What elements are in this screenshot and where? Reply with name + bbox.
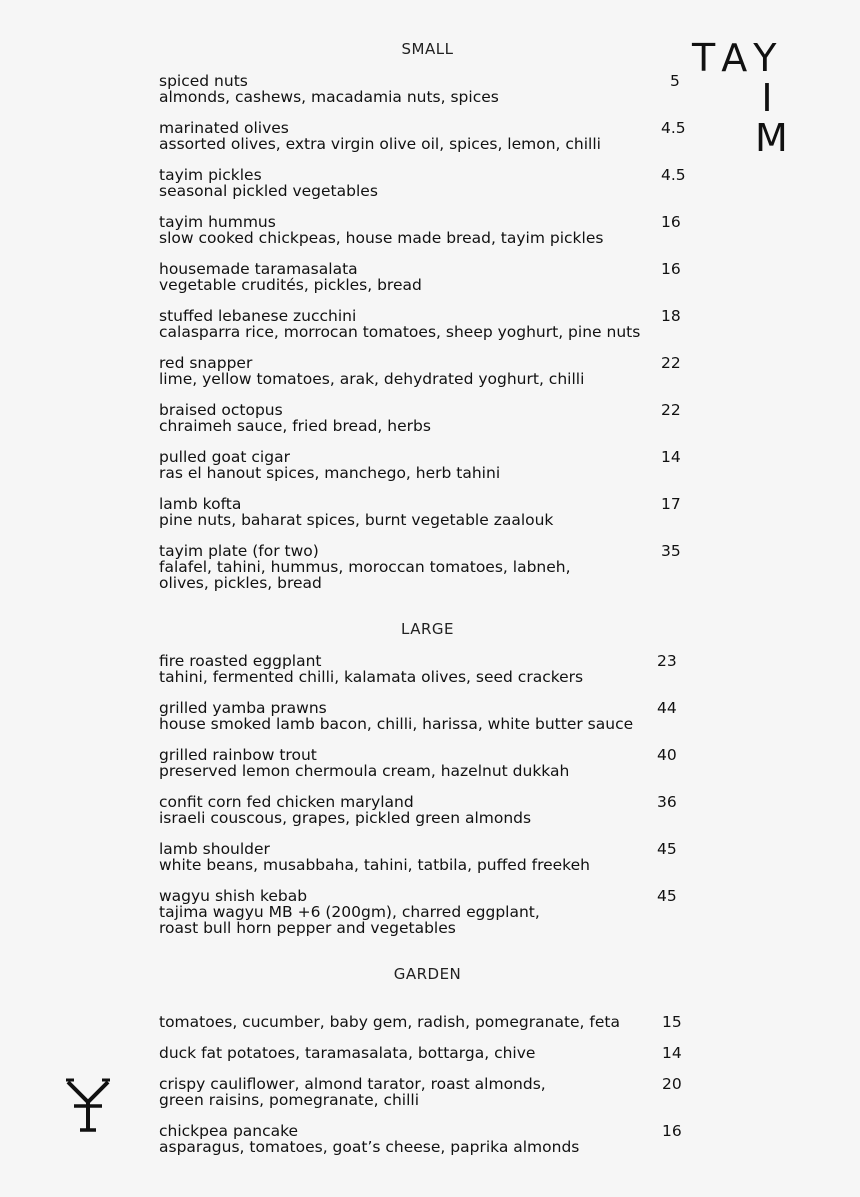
item-price: 5	[670, 72, 680, 90]
menu-item	[159, 888, 699, 936]
item-name: lamb shoulder	[159, 840, 270, 858]
item-name: tayim plate (for two)	[159, 542, 319, 560]
menu-item	[159, 402, 699, 434]
item-description: almonds, cashews, macadamia nuts, spices	[159, 88, 499, 106]
item-name: pulled goat cigar	[159, 448, 290, 466]
menu-item	[159, 1123, 699, 1155]
item-name: duck fat potatoes, taramasalata, bottarga, chive	[159, 1044, 536, 1062]
menu-item	[159, 794, 699, 826]
item-price: 4.5	[661, 119, 686, 137]
menu-item	[159, 308, 699, 340]
item-price: 4.5	[661, 166, 686, 184]
item-description: house smoked lamb bacon, chilli, harissa, white butter sauce	[159, 715, 634, 733]
item-description: assorted olives, extra virgin olive oil, spices, lemon, chilli	[159, 135, 601, 153]
logo-line-3: M	[755, 116, 788, 160]
item-name: chickpea pancake	[159, 1122, 299, 1140]
item-description: tahini, fermented chilli, kalamata olives, seed crackers	[159, 668, 584, 686]
item-description: lime, yellow tomatoes, arak, dehydrated yoghurt, chilli	[159, 370, 585, 388]
menu-item	[159, 120, 699, 152]
item-name: wagyu shish kebab	[159, 887, 308, 905]
menu-item	[159, 543, 699, 591]
section-title-garden: GARDEN	[393, 965, 462, 983]
item-price: 45	[657, 887, 677, 905]
item-description: israeli couscous, grapes, pickled green almonds	[159, 809, 532, 827]
section-title-large: LARGE	[401, 620, 454, 638]
menu-item	[159, 214, 699, 246]
menu-item	[159, 1045, 699, 1061]
item-price: 16	[662, 1122, 682, 1140]
item-name: grilled yamba prawns	[159, 699, 327, 717]
item-price: 16	[661, 260, 681, 278]
emblem-icon	[64, 1076, 112, 1134]
menu-item	[159, 167, 699, 199]
item-price: 14	[661, 448, 681, 466]
item-price: 22	[661, 401, 681, 419]
item-price: 22	[661, 354, 681, 372]
logo-line-1: TAY	[692, 36, 786, 80]
menu-item	[159, 700, 699, 732]
item-name: lamb kofta	[159, 495, 242, 513]
item-description: tajima wagyu MB +6 (200gm), charred eggplant,	[159, 903, 540, 921]
item-price: 45	[657, 840, 677, 858]
item-name: tayim pickles	[159, 166, 262, 184]
item-price: 36	[657, 793, 677, 811]
menu-item	[159, 1014, 699, 1030]
item-price: 17	[661, 495, 681, 513]
item-description: white beans, musabbaha, tahini, tatbila, puffed freekeh	[159, 856, 590, 874]
item-price: 20	[662, 1075, 682, 1093]
logo-line-2: I	[761, 76, 773, 120]
item-description: calasparra rice, morrocan tomatoes, sheep yoghurt, pine nuts	[159, 323, 641, 341]
item-description: falafel, tahini, hummus, moroccan tomatoes, labneh,	[159, 558, 571, 576]
menu-item	[159, 355, 699, 387]
item-price: 14	[662, 1044, 682, 1062]
menu-item	[159, 261, 699, 293]
menu-item	[159, 1076, 699, 1108]
section-title-small: SMALL	[401, 40, 454, 58]
item-description: pine nuts, baharat spices, burnt vegetable zaalouk	[159, 511, 554, 529]
item-description: chraimeh sauce, fried bread, herbs	[159, 417, 431, 435]
item-description: roast bull horn pepper and vegetables	[159, 919, 456, 937]
item-name: fire roasted eggplant	[159, 652, 322, 670]
item-name: housemade taramasalata	[159, 260, 358, 278]
item-name: grilled rainbow trout	[159, 746, 317, 764]
item-description: olives, pickles, bread	[159, 574, 322, 592]
item-price: 23	[657, 652, 677, 670]
item-description: asparagus, tomatoes, goat’s cheese, paprika almonds	[159, 1138, 580, 1156]
item-description: slow cooked chickpeas, house made bread, tayim pickles	[159, 229, 604, 247]
item-name: crispy cauliflower, almond tarator, roast almonds,	[159, 1075, 546, 1093]
item-price: 16	[661, 213, 681, 231]
item-description: preserved lemon chermoula cream, hazelnut dukkah	[159, 762, 570, 780]
menu-item	[159, 73, 699, 105]
item-description: green raisins, pomegranate, chilli	[159, 1091, 420, 1109]
menu-item	[159, 747, 699, 779]
item-name: tayim hummus	[159, 213, 276, 231]
menu-item	[159, 449, 699, 481]
item-price: 40	[657, 746, 677, 764]
menu-item	[159, 496, 699, 528]
item-name: tomatoes, cucumber, baby gem, radish, pomegranate, feta	[159, 1013, 620, 1031]
item-name: marinated olives	[159, 119, 289, 137]
item-price: 15	[662, 1013, 682, 1031]
item-name: stuffed lebanese zucchini	[159, 307, 357, 325]
menu-item	[159, 841, 699, 873]
item-description: vegetable crudités, pickles, bread	[159, 276, 422, 294]
item-price: 18	[661, 307, 681, 325]
item-price: 35	[661, 542, 681, 560]
menu-item	[159, 653, 699, 685]
item-name: spiced nuts	[159, 72, 248, 90]
item-description: ras el hanout spices, manchego, herb tahini	[159, 464, 501, 482]
item-price: 44	[657, 699, 677, 717]
item-name: confit corn fed chicken maryland	[159, 793, 414, 811]
item-description: seasonal pickled vegetables	[159, 182, 378, 200]
item-name: red snapper	[159, 354, 253, 372]
item-name: braised octopus	[159, 401, 283, 419]
